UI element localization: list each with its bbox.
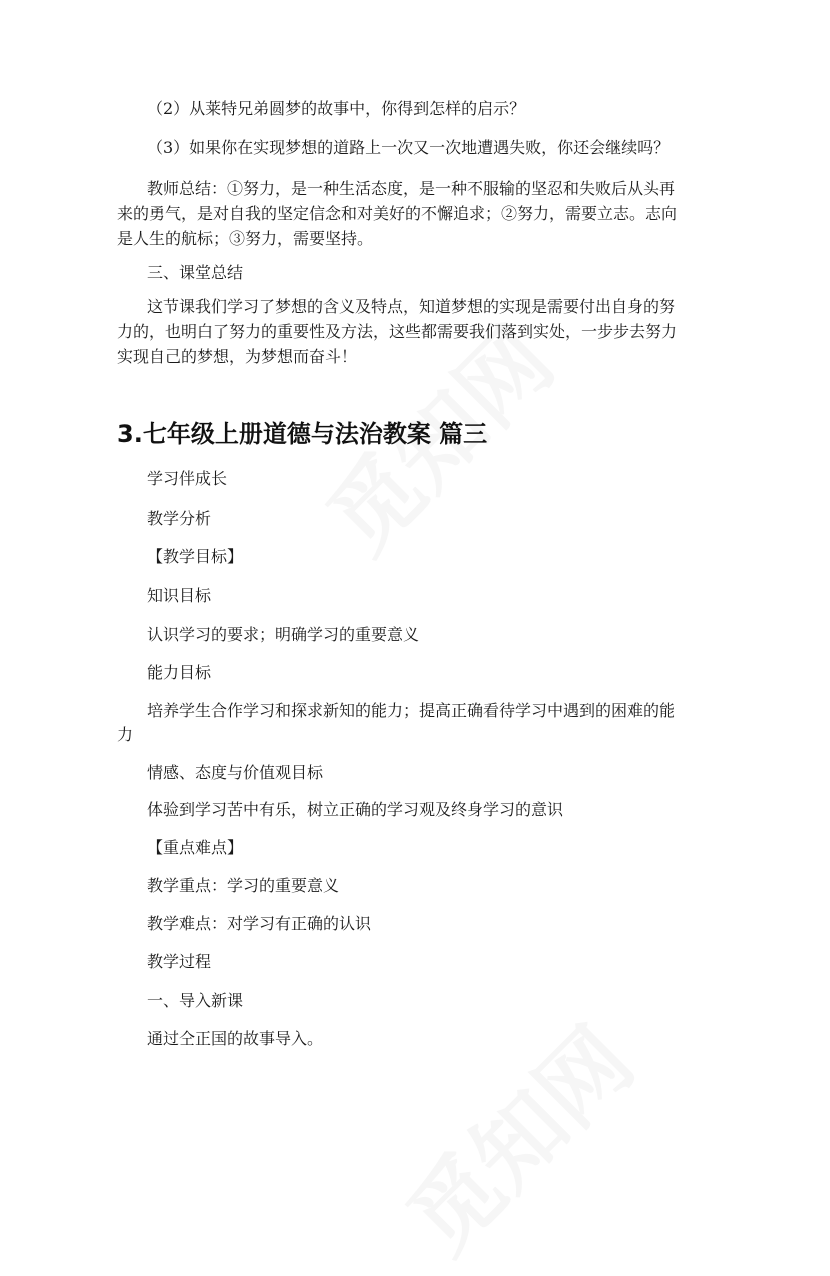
knowledge-heading: 知识目标	[147, 586, 212, 605]
class-summary-line-2: 力的，也明白了努力的重要性及方法，这些都需要我们落到实处，一步步去努力	[117, 322, 678, 341]
teacher-summary-line-2: 来的勇气，是对自我的坚定信念和对美好的不懈追求；②努力，需要立志。志向	[117, 204, 678, 223]
emotion-text: 体验到学习苦中有乐，树立正确的学习观及终身学习的意识	[147, 800, 564, 819]
ability-heading: 能力目标	[147, 663, 212, 682]
teaching-analysis: 教学分析	[147, 509, 212, 528]
key-points-heading: 【重点难点】	[147, 838, 244, 857]
difficulty: 教学难点：对学习有正确的认识	[147, 914, 372, 933]
teacher-summary-line-1: 教师总结：①努力，是一种生活态度，是一种不服输的坚忍和失败后从头再	[147, 179, 676, 198]
intro-heading: 一、导入新课	[147, 991, 244, 1010]
class-summary-line-3: 实现自己的梦想，为梦想而奋斗！	[117, 347, 358, 366]
process-heading: 教学过程	[147, 952, 212, 971]
question-2: （2）从莱特兄弟圆梦的故事中，你得到怎样的启示？	[147, 99, 526, 118]
emotion-heading: 情感、态度与价值观目标	[147, 763, 324, 782]
watermark	[374, 994, 657, 1276]
ability-line-1: 培养学生合作学习和探求新知的能力；提高正确看待学习中遇到的困难的能	[147, 701, 676, 720]
class-summary-line-1: 这节课我们学习了梦想的含义及特点，知道梦想的实现是需要付出自身的努	[147, 297, 676, 316]
objectives-heading: 【教学目标】	[147, 547, 244, 566]
lesson-title: 学习伴成长	[147, 469, 228, 488]
knowledge-text: 认识学习的要求；明确学习的重要意义	[147, 625, 420, 644]
ability-line-2: 力	[117, 725, 134, 744]
section-title: 3.七年级上册道德与法治教案 篇三	[117, 420, 488, 448]
question-3: （3）如果你在实现梦想的道路上一次又一次地遭遇失败，你还会继续吗？	[147, 138, 670, 157]
class-summary-heading: 三、课堂总结	[147, 263, 244, 282]
teacher-summary-line-3: 是人生的航标；③努力，需要坚持。	[117, 229, 374, 248]
key-point: 教学重点：学习的重要意义	[147, 876, 340, 895]
intro-text: 通过仝正国的故事导入。	[147, 1029, 324, 1048]
